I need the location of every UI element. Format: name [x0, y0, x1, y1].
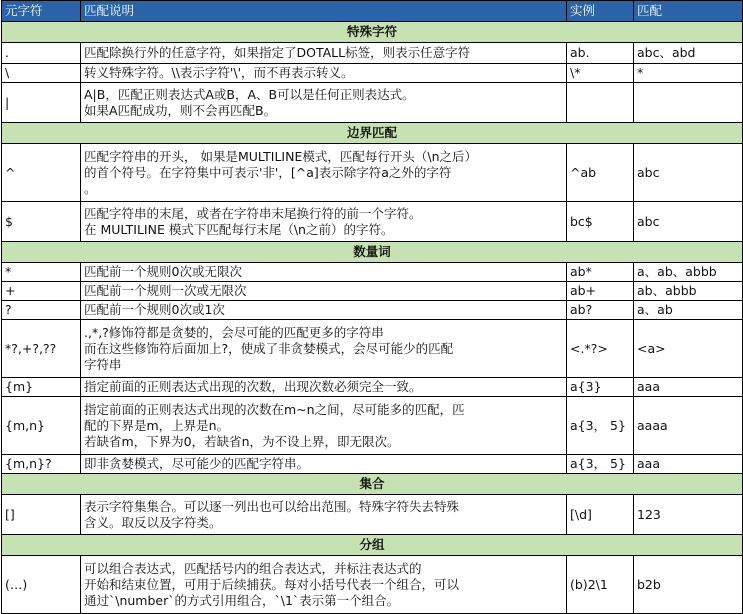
- description-cell: 可以组合表达式，匹配括号内的组合表达式，并标注表达式的 开始和结束位置，可用于后续捕获。每对小括号代表一个组合，可以 通过`\number`的方式引用组合，`\1`表示第一个组合。: [81, 556, 567, 614]
- metachar-cell: {m,n}: [2, 397, 81, 455]
- match-cell: *: [634, 64, 743, 83]
- section-header: [2, 242, 743, 263]
- example-cell: (b)2\1: [567, 556, 634, 614]
- example-cell: [\d]: [567, 495, 634, 535]
- example-cell: ^ab: [567, 144, 634, 202]
- table-row: [2, 320, 743, 378]
- header-description: 匹配说明: [81, 1, 567, 22]
- metachar-cell: *: [2, 263, 81, 282]
- table-row: [2, 556, 743, 614]
- match-cell: 123: [634, 495, 743, 535]
- match-cell: abc: [634, 202, 743, 242]
- table-row: [2, 495, 743, 535]
- section-title: 数量词: [2, 242, 743, 263]
- example-cell: ab+: [567, 282, 634, 301]
- metachar-cell: $: [2, 202, 81, 242]
- match-cell: a、ab: [634, 301, 743, 320]
- section-title: 特殊字符: [2, 22, 743, 43]
- section-header: [2, 123, 743, 144]
- description-cell: 指定前面的正则表达式出现的次数，出现次数必须完全一致。: [81, 378, 567, 397]
- example-cell: <.*?>: [567, 320, 634, 378]
- description-cell: 转义特殊字符。\\表示字符'\'，而不再表示转义。: [81, 64, 567, 83]
- match-cell: aaa: [634, 378, 743, 397]
- table-row: [2, 378, 743, 397]
- match-cell: aaa: [634, 455, 743, 474]
- table-row: [2, 455, 743, 474]
- table-row: [2, 282, 743, 301]
- description-cell: 匹配字符串的末尾，或者在字符串末尾换行符的前一个字符。 在 MULTILINE 模式下匹配每行末尾（\n之前）的字符。: [81, 202, 567, 242]
- metachar-cell: ^: [2, 144, 81, 202]
- header-metachar: 元字符: [2, 1, 81, 22]
- section-header: [2, 474, 743, 495]
- table-row: [2, 301, 743, 320]
- description-cell: A|B，匹配正则表达式A或B，A、B可以是任何正则表达式。 如果A匹配成功，则不会再匹配B。: [81, 83, 567, 123]
- example-cell: a{3， 5}: [567, 455, 634, 474]
- match-cell: abc: [634, 144, 743, 202]
- section-header: [2, 535, 743, 556]
- description-cell: 匹配除换行外的任意字符，如果指定了DOTALL标签，则表示任意字符: [81, 43, 567, 64]
- section-title: 分组: [2, 535, 743, 556]
- description-cell: 匹配前一个规则0次或1次: [81, 301, 567, 320]
- table-row: [2, 397, 743, 455]
- metachar-cell: |: [2, 83, 81, 123]
- match-cell: abc、abd: [634, 43, 743, 64]
- regex-table: [1, 0, 743, 614]
- metachar-cell: .: [2, 43, 81, 64]
- description-cell: 匹配前一个规则0次或无限次: [81, 263, 567, 282]
- match-cell: b2b: [634, 556, 743, 614]
- match-cell: a、ab、abbb: [634, 263, 743, 282]
- description-cell: 匹配前一个规则一次或无限次: [81, 282, 567, 301]
- table-row: [2, 83, 743, 123]
- example-cell: bc$: [567, 202, 634, 242]
- metachar-cell: []: [2, 495, 81, 535]
- match-cell: aaaa: [634, 397, 743, 455]
- match-cell: <a>: [634, 320, 743, 378]
- section-header: [2, 22, 743, 43]
- header-example: 实例: [567, 1, 634, 22]
- metachar-cell: (…): [2, 556, 81, 614]
- table-row: [2, 202, 743, 242]
- description-cell: 指定前面的正则表达式出现的次数在m~n之间，尽可能多的匹配，匹 配的下界是m，上界是n。 若缺省m，下界为0，若缺省n，为不设上界，即无限次。: [81, 397, 567, 455]
- example-cell: a{3}: [567, 378, 634, 397]
- example-cell: ab*: [567, 263, 634, 282]
- table-row: [2, 144, 743, 202]
- description-cell: 表示字符集集合。可以逐一列出也可以给出范围。特殊字符失去特殊 含义。取反以及字符类。: [81, 495, 567, 535]
- example-cell: a{3， 5}: [567, 397, 634, 455]
- match-cell: [634, 83, 743, 123]
- table-row: [2, 64, 743, 83]
- table-row: [2, 263, 743, 282]
- metachar-cell: ?: [2, 301, 81, 320]
- metachar-cell: \: [2, 64, 81, 83]
- match-cell: ab、abbb: [634, 282, 743, 301]
- metachar-cell: *?,+?,??: [2, 320, 81, 378]
- metachar-cell: {m,n}?: [2, 455, 81, 474]
- description-cell: .,*,?修饰符都是贪婪的，会尽可能的匹配更多的字符串 而在这些修饰符后面加上?，使成了非贪婪模式，会尽可能少的匹配 字符串: [81, 320, 567, 378]
- section-title: 边界匹配: [2, 123, 743, 144]
- metachar-cell: +: [2, 282, 81, 301]
- example-cell: \*: [567, 64, 634, 83]
- metachar-cell: {m}: [2, 378, 81, 397]
- description-cell: 匹配字符串的开头， 如果是MULTILINE模式，匹配每行开头（\n之后） 的首个符号。在字符集中可表示'非'，[^a]表示除字符a之外的字符 。: [81, 144, 567, 202]
- table-row: [2, 43, 743, 64]
- section-title: 集合: [2, 474, 743, 495]
- header-row: [2, 1, 743, 22]
- description-cell: 即非贪婪模式，尽可能少的匹配字符串。: [81, 455, 567, 474]
- example-cell: [567, 83, 634, 123]
- example-cell: ab.: [567, 43, 634, 64]
- example-cell: ab?: [567, 301, 634, 320]
- header-match: 匹配: [634, 1, 743, 22]
